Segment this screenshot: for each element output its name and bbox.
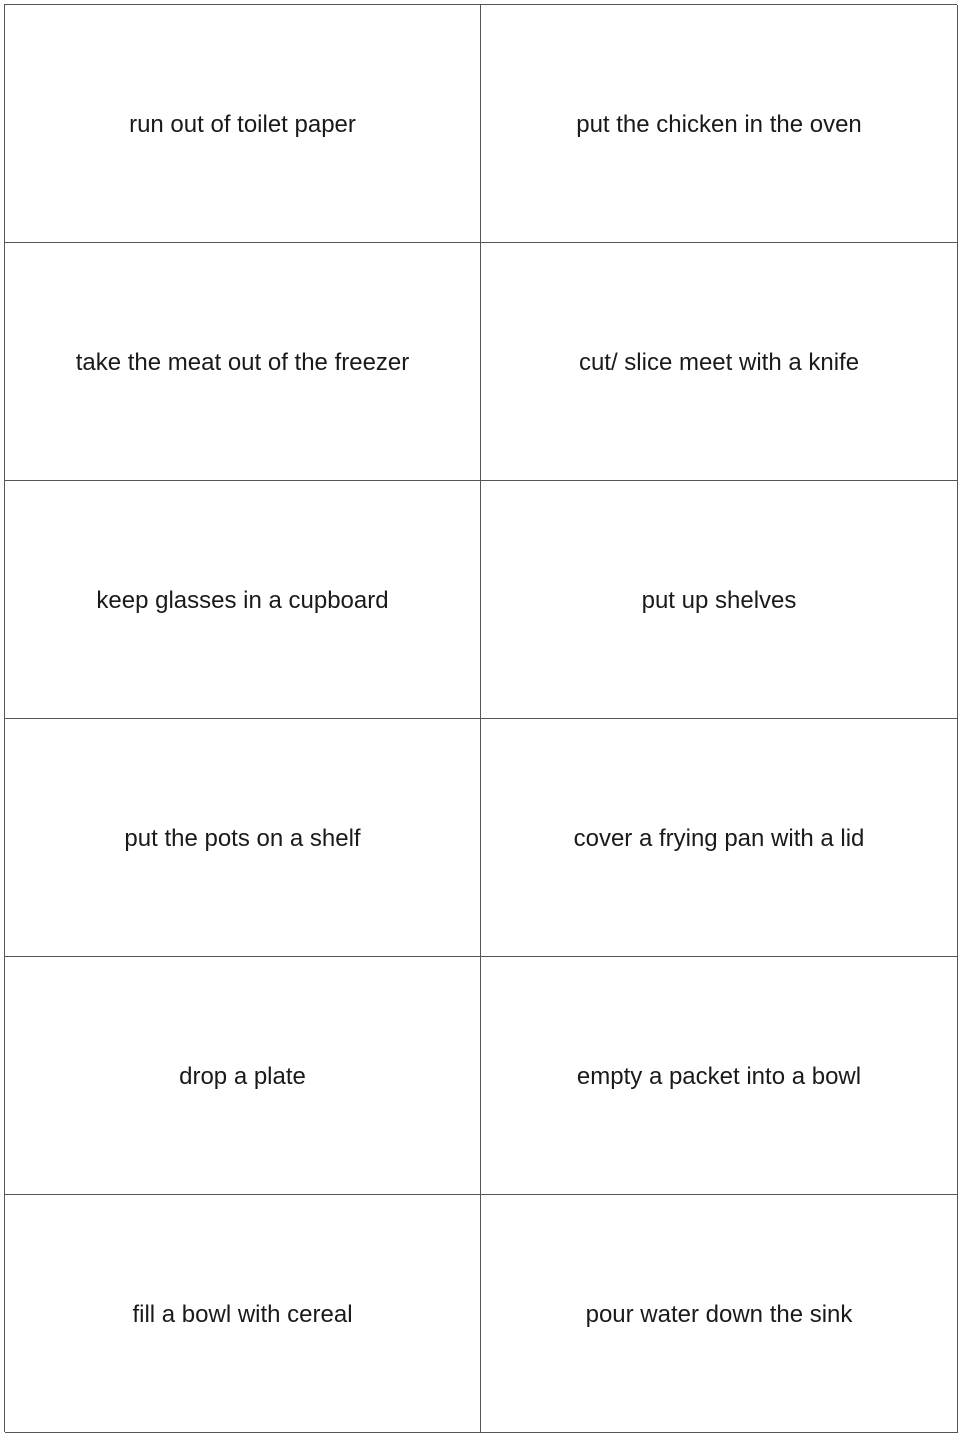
phrase-card-text: pour water down the sink — [585, 1300, 853, 1328]
phrase-card — [481, 481, 958, 719]
phrase-card-text: drop a plate — [179, 1062, 306, 1090]
phrase-card-text: keep glasses in a cupboard — [96, 586, 389, 614]
phrase-card-text: put up shelves — [641, 586, 797, 614]
phrase-card — [481, 5, 958, 243]
phrase-card-text: empty a packet into a bowl — [576, 1062, 862, 1090]
phrase-card — [481, 243, 958, 481]
phrase-card — [481, 719, 958, 957]
phrase-card — [5, 5, 481, 243]
phrase-card — [481, 1195, 958, 1433]
phrase-card-text: fill a bowl with cereal — [132, 1300, 353, 1328]
phrase-card-text: take the meat out of the freezer — [75, 348, 410, 376]
phrase-card — [5, 243, 481, 481]
phrase-card — [481, 957, 958, 1195]
phrase-card-grid — [4, 4, 957, 1432]
phrase-card-text: put the pots on a shelf — [124, 824, 361, 852]
phrase-card-text: cut/ slice meet with a knife — [578, 348, 860, 376]
phrase-card-text: run out of toilet paper — [129, 110, 356, 138]
phrase-card-text: cover a frying pan with a lid — [573, 824, 865, 852]
phrase-card — [5, 957, 481, 1195]
phrase-card — [5, 1195, 481, 1433]
phrase-card — [5, 481, 481, 719]
phrase-card — [5, 719, 481, 957]
phrase-card-text: put the chicken in the oven — [576, 110, 862, 138]
